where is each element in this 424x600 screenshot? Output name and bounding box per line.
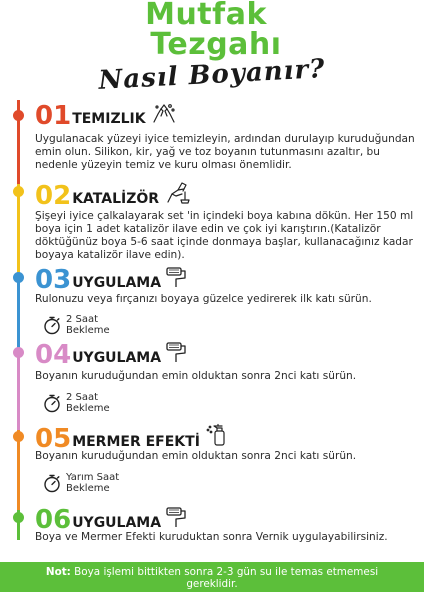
paint-roller-icon (166, 341, 188, 367)
step-3-heading (35, 266, 188, 293)
wait-3-duration: Yarım Saat (66, 472, 120, 483)
wait-2-label: Bekleme (66, 403, 110, 414)
step-2-label: KATALİZÖR (72, 191, 160, 207)
step-1-number: 01 (35, 101, 72, 131)
note-banner (0, 562, 424, 592)
wait-3 (42, 472, 119, 494)
step-1-heading (35, 102, 177, 129)
note-text: Boya işlemi bittikten sonra 2-3 gün su ile temas etmemesi (74, 566, 379, 578)
step-4-label: UYGULAMA (72, 350, 162, 366)
timeline-dot-6 (13, 512, 24, 523)
step-4-description: Boyanın kuruduğundan emin olduktan sonra 2nci katı sürün. (35, 370, 357, 382)
wait-3-label: Bekleme (66, 483, 110, 494)
header (0, 0, 424, 100)
paint-roller-icon (166, 266, 188, 292)
wait-2-duration: 2 Saat (66, 392, 99, 403)
timeline-dot-2 (13, 186, 24, 197)
stopwatch-icon (42, 393, 62, 413)
spray-bottle-icon (205, 423, 229, 451)
wait-2 (42, 392, 110, 414)
stopwatch-icon (42, 315, 62, 335)
step-4-number: 04 (35, 340, 72, 370)
step-2-description: Şişeyi iyice çalkalayarak set 'in içindeki boya kabına dökün. Her 150 ml boya için 1 adet katalizör ilave edin ve çok iyi karıştırın.(Katalizör döktüğünüz boya 5-6 saat içinde donmaya başlar, kullanacağınız kadar boyaya katalizör ilave edin). (35, 210, 414, 261)
timeline-dot-3 (13, 272, 24, 283)
timeline-dot-5 (13, 431, 24, 442)
step-2-heading (35, 180, 190, 209)
stopwatch-icon (42, 473, 62, 493)
step-3-label: UYGULAMA (72, 275, 162, 291)
page-subtitle: Nasıl Boyanır? (97, 54, 327, 96)
timeline-line (17, 100, 20, 540)
step-2-number: 02 (35, 181, 72, 211)
step-1-label: TEMIZLIK (72, 111, 146, 127)
step-5-number: 05 (35, 424, 72, 454)
paint-roller-icon (166, 506, 188, 532)
wait-1-duration: 2 Saat (66, 314, 99, 325)
wait-1-label: Bekleme (66, 325, 110, 336)
step-3-number: 03 (35, 265, 72, 295)
pouring-hand-icon (164, 180, 190, 208)
step-6-label: UYGULAMA (72, 515, 162, 531)
step-6-number: 06 (35, 505, 72, 535)
page-title-line-1: Mutfak (145, 0, 267, 32)
step-6-heading (35, 506, 188, 533)
step-6-description: Boya ve Mermer Efekti kuruduktan sonra Vernik uygulayabilirsiniz. (35, 531, 388, 543)
step-5-label: MERMER EFEKTİ (72, 434, 200, 450)
step-1-description: Uygulanacak yüzeyi iyice temizleyin, ardından durulayıp kuruduğundan emin olun. Silikon, kir, yağ ve toz boyanın tutunmasını azaltır, bu nedenle yüzeyin temiz ve kuru olması önemlidir. (35, 133, 415, 171)
step-3-description: Rulonuzu veya fırçanızı boyaya güzelce yedirerek ilk katı sürün. (35, 293, 372, 305)
step-5-heading (35, 423, 229, 452)
note-label: Not: (45, 566, 71, 578)
step-5-description: Boyanın kuruduğundan emin olduktan sonra 2nci katı sürün. (35, 450, 357, 462)
timeline-dot-1 (13, 110, 24, 121)
page-title-line-2: Tezgahı (150, 27, 282, 62)
timeline-dot-4 (13, 347, 24, 358)
wait-1 (42, 314, 110, 336)
note-text-continued: gereklidir. (186, 578, 238, 590)
cleaning-hands-icon (151, 102, 177, 128)
step-4-heading (35, 341, 188, 368)
